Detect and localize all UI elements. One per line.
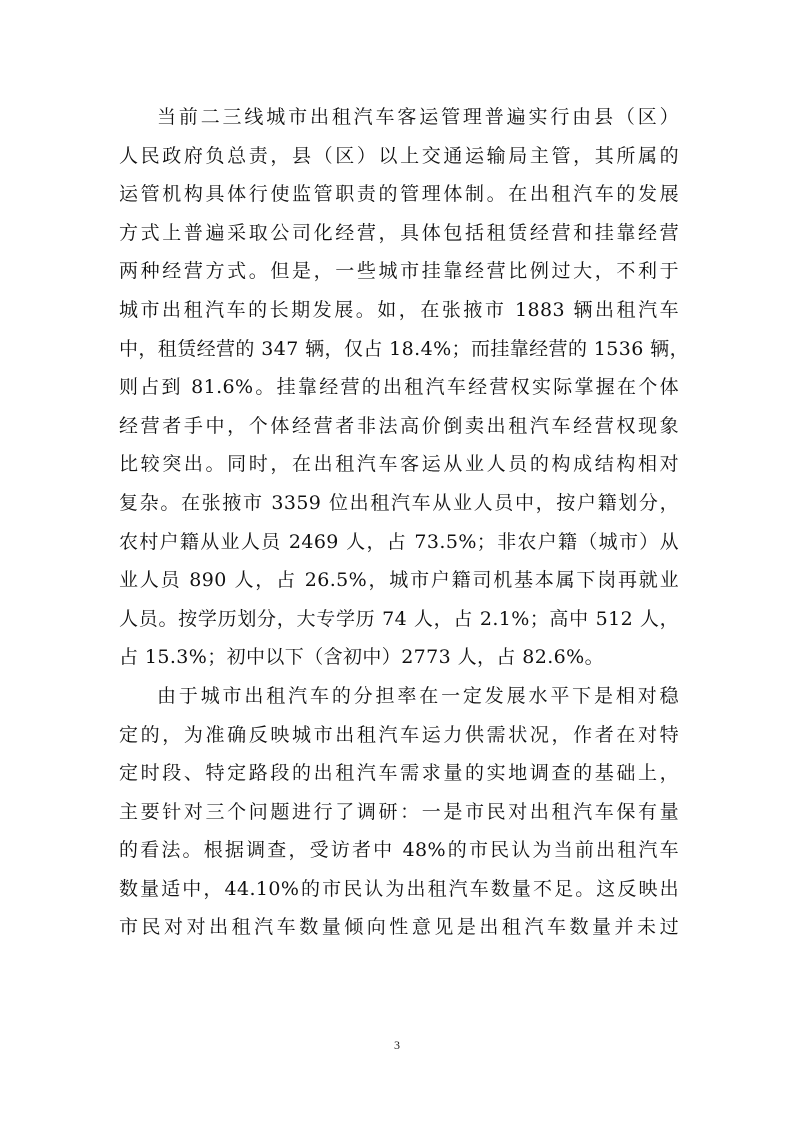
text-line: 定时段、特定路段的出租汽车需求量的实地调查的基础上， <box>119 762 679 785</box>
text-line: 人民政府负总责，县（区）以上交通运输局主管，其所属的 <box>119 144 679 167</box>
page-number: 3 <box>394 1038 400 1052</box>
text-line: 中，租赁经营的 347 辆，仅占 18.4%；而挂靠经营的 1536 辆， <box>119 337 689 360</box>
text-line: 复杂。在张掖市 3359 位出租汽车从业人员中，按户籍划分， <box>119 491 679 514</box>
text-line: 农村户籍从业人员 2469 人，占 73.5%；非农户籍（城市）从 <box>119 530 679 553</box>
text-line: 城市出租汽车的长期发展。如，在张掖市 1883 辆出租汽车 <box>119 298 679 321</box>
body-text <box>119 98 689 947</box>
text-line: 主要针对三个问题进行了调研：一是市民对出租汽车保有量 <box>119 800 679 823</box>
text-line: 运管机构具体行使监管职责的管理体制。在出租汽车的发展 <box>119 183 679 206</box>
text-line: 数量适中，44.10%的市民认为出租汽车数量不足。这反映出 <box>119 877 679 900</box>
text-line: 经营者手中，个体经营者非法高价倒卖出租汽车经营权现象 <box>119 414 679 437</box>
text-line: 方式上普遍采取公司化经营，具体包括租赁经营和挂靠经营 <box>119 221 679 244</box>
text-line: 比较突出。同时，在出租汽车客运从业人员的构成结构相对 <box>119 453 679 476</box>
text-line: 两种经营方式。但是，一些城市挂靠经营比例过大，不利于 <box>119 260 679 283</box>
text-line: 市民对对出租汽车数量倾向性意见是出租汽车数量并未过 <box>119 916 679 939</box>
text-line: 占 15.3%；初中以下（含初中）2773 人，占 82.6%。 <box>119 646 604 669</box>
text-line: 人员。按学历划分，大专学历 74 人，占 2.1%；高中 512 人， <box>119 607 679 630</box>
paragraph-2 <box>119 677 679 947</box>
paragraph-1 <box>119 98 689 677</box>
text-line: 当前二三线城市出租汽车客运管理普遍实行由县（区） <box>157 106 679 128</box>
text-line: 的看法。根据调查，受访者中 48%的市民认为当前出租汽车 <box>119 839 679 862</box>
text-line: 业人员 890 人，占 26.5%，城市户籍司机基本属下岗再就业 <box>119 569 679 592</box>
text-line: 定的，为准确反映城市出租汽车运力供需状况，作者在对特 <box>119 723 679 746</box>
text-line: 则占到 81.6%。挂靠经营的出租汽车经营权实际掌握在个体 <box>119 376 679 399</box>
text-line: 由于城市出租汽车的分担率在一定发展水平下是相对稳 <box>157 684 679 707</box>
